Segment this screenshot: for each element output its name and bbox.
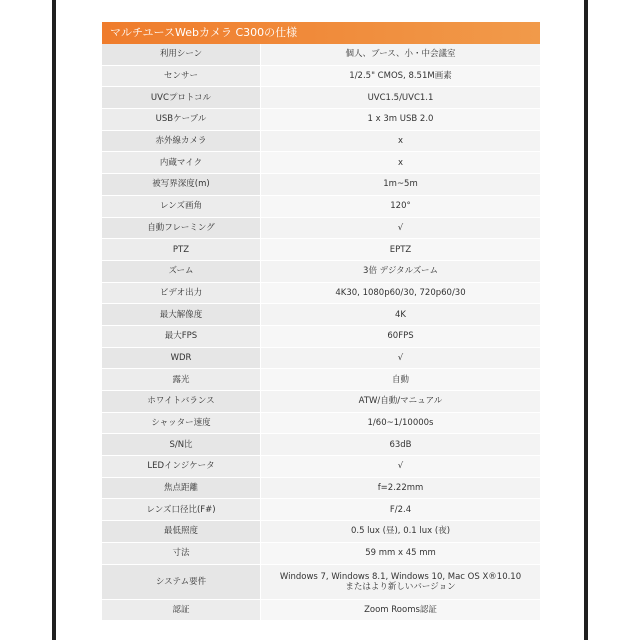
row-label: レンズ口径比(F#) — [102, 499, 261, 521]
table-row — [102, 347, 540, 369]
row-value: F/2.4 — [261, 499, 541, 521]
row-label: 認証 — [102, 599, 261, 621]
table-row — [102, 304, 540, 326]
row-value-line-2: またはより新しいバージョン — [345, 581, 456, 592]
table-row — [102, 260, 540, 282]
row-label: 最低照度 — [102, 521, 261, 543]
row-label: シャッター速度 — [102, 412, 261, 434]
row-value: 4K — [261, 304, 541, 326]
row-value: Zoom Rooms認証 — [261, 599, 541, 621]
table-row — [102, 239, 540, 261]
table-row — [102, 325, 540, 347]
table-row — [102, 599, 540, 621]
row-label: 焦点距離 — [102, 477, 261, 499]
row-value-line-1: Windows 7, Windows 8.1, Windows 10, Mac OS X®10.10 — [279, 571, 522, 582]
row-label: レンズ画角 — [102, 195, 261, 217]
table-row — [102, 369, 540, 391]
table-row — [102, 44, 540, 65]
spec-sheet — [102, 22, 540, 621]
row-label: システム要件 — [102, 564, 261, 599]
row-value: 63dB — [261, 434, 541, 456]
table-row — [102, 152, 540, 174]
row-value: √ — [261, 347, 541, 369]
row-value: x — [261, 152, 541, 174]
row-label: 最大解像度 — [102, 304, 261, 326]
row-label: 利用シーン — [102, 44, 261, 65]
row-value: 59 mm x 45 mm — [261, 542, 541, 564]
row-label: 被写界深度(m) — [102, 174, 261, 196]
row-label: ビデオ出力 — [102, 282, 261, 304]
row-value: 3倍 デジタルズーム — [261, 260, 541, 282]
row-value: 1 x 3m USB 2.0 — [261, 109, 541, 131]
row-label: 自動フレーミング — [102, 217, 261, 239]
row-value: 自動 — [261, 369, 541, 391]
table-row — [102, 109, 540, 131]
row-value: ATW/自動/マニュアル — [261, 391, 541, 413]
row-label: 露光 — [102, 369, 261, 391]
table-row — [102, 564, 540, 599]
row-label: WDR — [102, 347, 261, 369]
row-value: 4K30, 1080p60/30, 720p60/30 — [261, 282, 541, 304]
table-row — [102, 282, 540, 304]
table-row — [102, 87, 540, 109]
table-row — [102, 65, 540, 87]
row-value: 1m~5m — [261, 174, 541, 196]
row-label: ホワイトバランス — [102, 391, 261, 413]
row-label: ズーム — [102, 260, 261, 282]
row-value: 60FPS — [261, 325, 541, 347]
row-value: f=2.22mm — [261, 477, 541, 499]
row-value: 120° — [261, 195, 541, 217]
row-value — [261, 564, 541, 599]
table-row — [102, 195, 540, 217]
spec-title: マルチユースWebカメラ C300の仕様 — [102, 22, 540, 44]
row-label: 寸法 — [102, 542, 261, 564]
row-label: UVCプロトコル — [102, 87, 261, 109]
row-label: 最大FPS — [102, 325, 261, 347]
table-row — [102, 412, 540, 434]
spec-table — [102, 44, 540, 621]
table-row — [102, 456, 540, 478]
row-value: √ — [261, 456, 541, 478]
row-value: x — [261, 130, 541, 152]
table-row — [102, 130, 540, 152]
row-value: √ — [261, 217, 541, 239]
table-row — [102, 217, 540, 239]
table-row — [102, 521, 540, 543]
row-value: EPTZ — [261, 239, 541, 261]
right-frame-bar — [584, 0, 588, 640]
left-frame-bar — [52, 0, 56, 640]
table-row — [102, 499, 540, 521]
table-row — [102, 477, 540, 499]
row-value: 個人、ブース、小・中会議室 — [261, 44, 541, 65]
table-row — [102, 434, 540, 456]
row-label: PTZ — [102, 239, 261, 261]
row-value: 1/60~1/10000s — [261, 412, 541, 434]
row-label: 内蔵マイク — [102, 152, 261, 174]
row-label: USBケーブル — [102, 109, 261, 131]
row-value: UVC1.5/UVC1.1 — [261, 87, 541, 109]
table-row — [102, 542, 540, 564]
table-row — [102, 174, 540, 196]
table-row — [102, 391, 540, 413]
row-value: 1/2.5" CMOS, 8.51M画素 — [261, 65, 541, 87]
row-label: S/N比 — [102, 434, 261, 456]
row-label: 赤外線カメラ — [102, 130, 261, 152]
row-value: 0.5 lux (昼), 0.1 lux (夜) — [261, 521, 541, 543]
row-label: LEDインジケータ — [102, 456, 261, 478]
row-label: センサー — [102, 65, 261, 87]
